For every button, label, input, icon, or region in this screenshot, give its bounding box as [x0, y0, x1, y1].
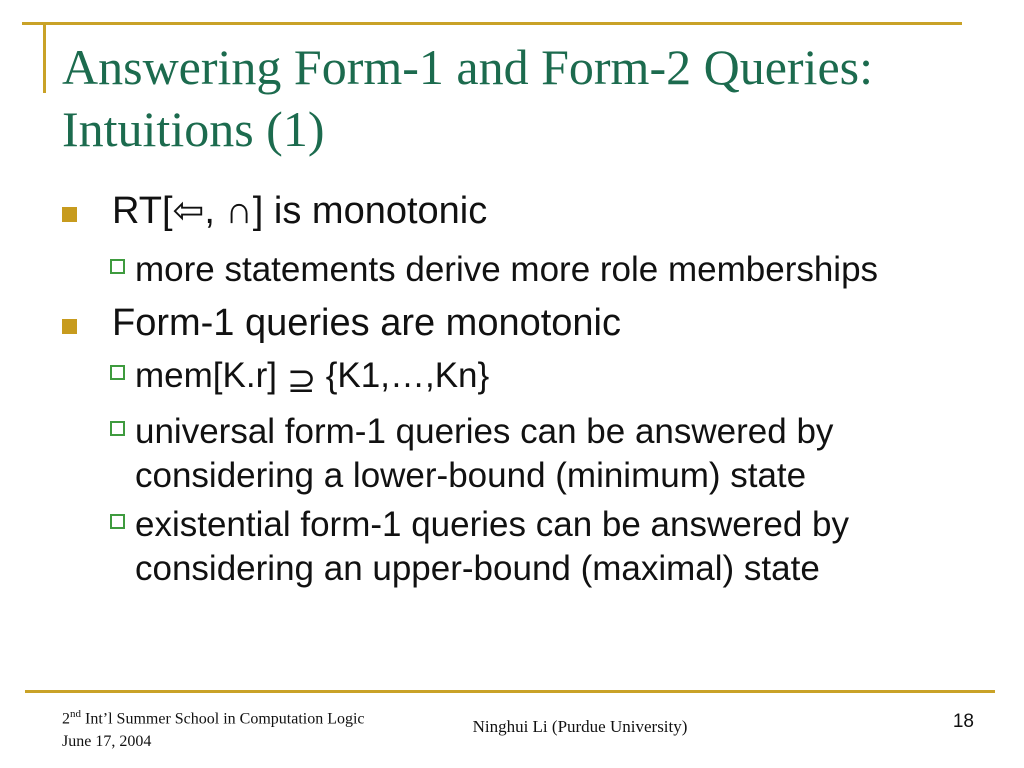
sub-bullet-square-icon	[110, 365, 125, 380]
footer-author: Ninghui Li (Purdue University)	[472, 717, 688, 736]
footer-ordinal-suffix: nd	[70, 708, 81, 720]
sub-bullet-square-icon	[110, 259, 125, 274]
footer-event-info	[62, 703, 365, 753]
sub-bullet-item	[62, 248, 922, 292]
slide-title-line1: Answering Form-1 and Form-2 Queries:	[62, 39, 873, 95]
left-accent-line	[43, 22, 46, 93]
sub-bullet-item	[62, 503, 922, 591]
footer-event-name: Int’l Summer School in Computation Logic	[81, 710, 365, 728]
slide-title	[62, 36, 982, 160]
sub-bullet-text: existential form-1 queries can be answered by considering an upper-bound (maximal) state	[135, 505, 849, 589]
footer-date: June 17, 2004	[62, 733, 152, 751]
bullet-square-icon	[62, 207, 77, 222]
sub-bullet-square-icon	[110, 514, 125, 529]
sub-bullet-text: universal form-1 queries can be answered by considering a lower-bound (minimum) state	[135, 412, 834, 496]
superset-symbol: ⊇	[286, 361, 317, 400]
bullet-square-icon	[62, 319, 77, 334]
formula-pre: mem[K.r]	[135, 356, 287, 395]
slide-title-line2: Intuitions (1)	[62, 101, 325, 157]
footer-accent-line	[25, 690, 995, 693]
sub-bullet-item	[62, 410, 922, 498]
slide-page-number: 18	[952, 711, 974, 732]
top-accent-line	[22, 22, 962, 25]
bullet-text: Form-1 queries are monotonic	[112, 302, 621, 344]
footer-ordinal-base: 2	[62, 710, 70, 728]
bullet-item	[62, 300, 922, 348]
sub-bullet-square-icon	[110, 421, 125, 436]
bullet-item	[62, 188, 922, 236]
sub-bullet-text: more statements derive more role memberships	[135, 250, 879, 289]
bullet-text: RT[⇦, ∩] is monotonic	[112, 190, 488, 232]
footer-event-line	[62, 703, 365, 730]
sub-bullet-text	[135, 354, 935, 398]
formula-post: {K1,…,Kn}	[316, 356, 490, 395]
sub-bullet-item	[62, 354, 922, 398]
